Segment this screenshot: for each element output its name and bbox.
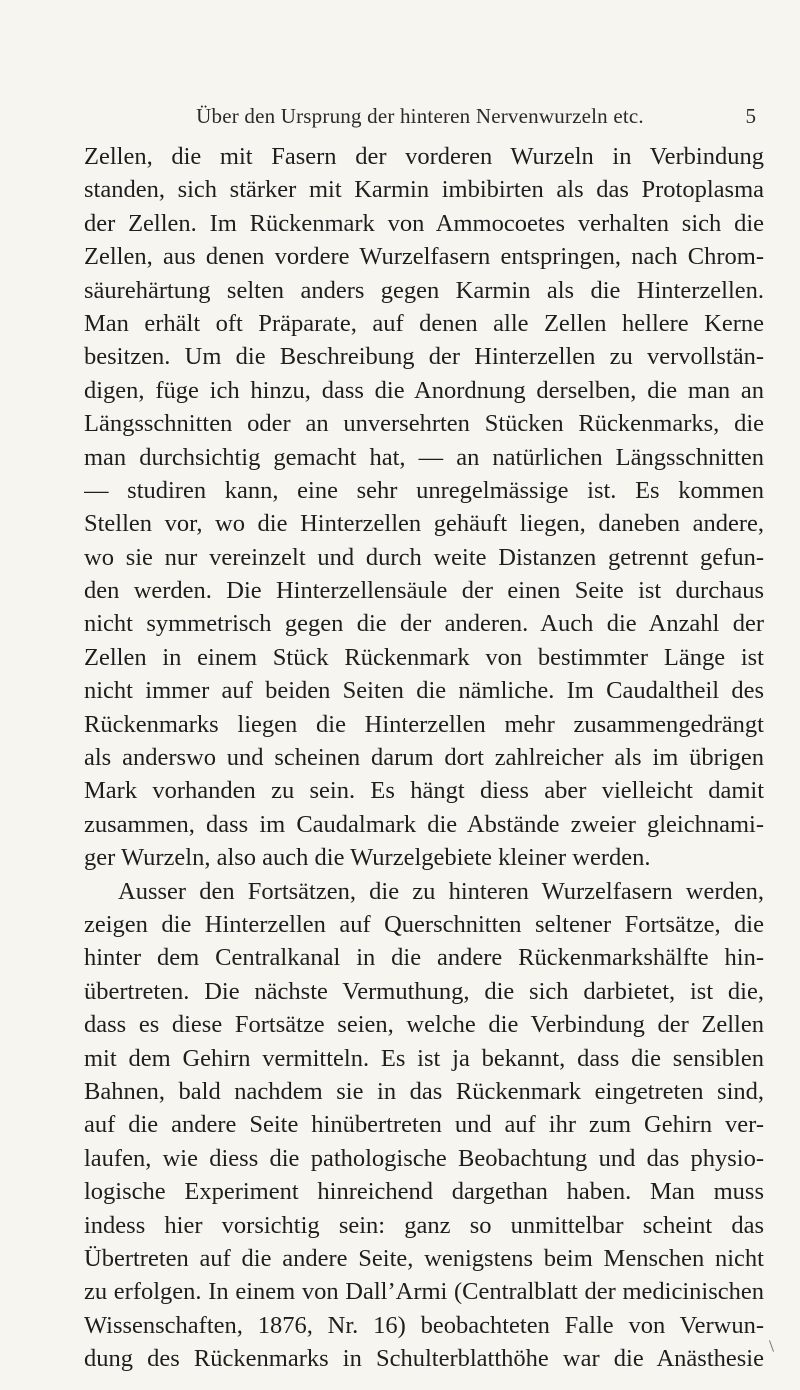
text-line: Rückenmarks liegen die Hinterzellen mehr zusammengedrängt [84, 710, 764, 738]
text-line: zu erfolgen. In einem von Dall’Armi (Centralblatt der medicinischen [84, 1278, 764, 1306]
running-title: Über den Ursprung der hinteren Nervenwurzeln etc. [196, 104, 644, 128]
text-line: mit dem Gehirn vermitteln. Es ist ja bekannt, dass die sensiblen [84, 1044, 764, 1072]
text-line: nicht immer auf beiden Seiten die nämliche. Im Caudaltheil des [84, 677, 764, 705]
text-line: laufen, wie diess die pathologische Beobachtung und das physio- [84, 1144, 764, 1172]
text-line: zeigen die Hinterzellen auf Querschnitten seltener Fortsätze, die [84, 910, 764, 938]
text-line: dung des Rückenmarks in Schulterblatthöhe war die Anästhesie [84, 1345, 764, 1373]
text-line: dass es diese Fortsätze seien, welche die Verbindung der Zellen [84, 1011, 764, 1039]
text-line: übertreten. Die nächste Vermuthung, die sich darbietet, ist die, [84, 977, 764, 1005]
text-line: den werden. Die Hinterzellensäule der einen Seite ist durchaus [84, 577, 764, 605]
text-line: — studiren kann, eine sehr unregelmässige ist. Es kommen [84, 476, 764, 504]
text-line: standen, sich stärker mit Karmin imbibirten als das Protoplasma [84, 176, 764, 204]
text-line: der Zellen. Im Rückenmark von Ammocoetes verhalten sich die [84, 209, 764, 237]
text-line: Stellen vor, wo die Hinterzellen gehäuft liegen, daneben andere, [84, 510, 764, 538]
text-line: Bahnen, bald nachdem sie in das Rückenmark eingetreten sind, [84, 1077, 764, 1105]
text-line: man durchsichtig gemacht hat, — an natürlichen Längsschnitten [84, 443, 764, 471]
text-line: besitzen. Um die Beschreibung der Hinterzellen zu vervollstän- [84, 343, 764, 371]
text-line: Längsschnitten oder an unversehrten Stücken Rückenmarks, die [84, 410, 764, 438]
text-line: logische Experiment hinreichend dargethan haben. Man muss [84, 1178, 764, 1206]
page-number: 5 [745, 104, 756, 128]
text-line: Zellen in einem Stück Rückenmark von bestimmter Länge ist [84, 643, 764, 671]
text-line: ger Wurzeln, also auch die Wurzelgebiete kleiner werden. [84, 844, 651, 872]
text-line: Zellen, die mit Fasern der vorderen Wurzeln in Verbindung [84, 143, 764, 170]
text-line: Man erhält oft Präparate, auf denen alle Zellen hellere Kerne [84, 309, 764, 337]
running-header [84, 104, 756, 134]
paragraph-start-line: Ausser den Fortsätzen, die zu hinteren Wurzelfasern werden, [118, 877, 764, 905]
text-line: hinter dem Centralkanal in die andere Rückenmarkshälfte hin- [84, 944, 764, 972]
text-line: zusammen, dass im Caudalmark die Abstände zweier gleichnami- [84, 810, 764, 838]
text-line: digen, füge ich hinzu, dass die Anordnung derselben, die man an [84, 376, 764, 404]
scan-edge-mark [769, 1340, 774, 1352]
text-line: nicht symmetrisch gegen die der anderen. Auch die Anzahl der [84, 610, 764, 638]
text-line: säurehärtung selten anders gegen Karmin als die Hinterzellen. [84, 276, 764, 304]
text-line: Mark vorhanden zu sein. Es hängt diess aber vielleicht damit [84, 777, 764, 805]
text-line: auf die andere Seite hinübertreten und auf ihr zum Gehirn ver- [84, 1111, 764, 1139]
text-line: indess hier vorsichtig sein: ganz so unmittelbar scheint das [84, 1211, 764, 1239]
text-line: Übertreten auf die andere Seite, wenigstens beim Menschen nicht [84, 1244, 764, 1272]
text-line: wo sie nur vereinzelt und durch weite Distanzen getrennt gefun- [84, 543, 764, 571]
text-line: Zellen, aus denen vordere Wurzelfasern entspringen, nach Chrom- [84, 243, 764, 271]
text-line: Wissenschaften, 1876, Nr. 16) beobachteten Falle von Verwun- [84, 1311, 764, 1339]
body-text [84, 140, 764, 1375]
text-line: als anderswo und scheinen darum dort zahlreicher als im übrigen [84, 744, 764, 772]
